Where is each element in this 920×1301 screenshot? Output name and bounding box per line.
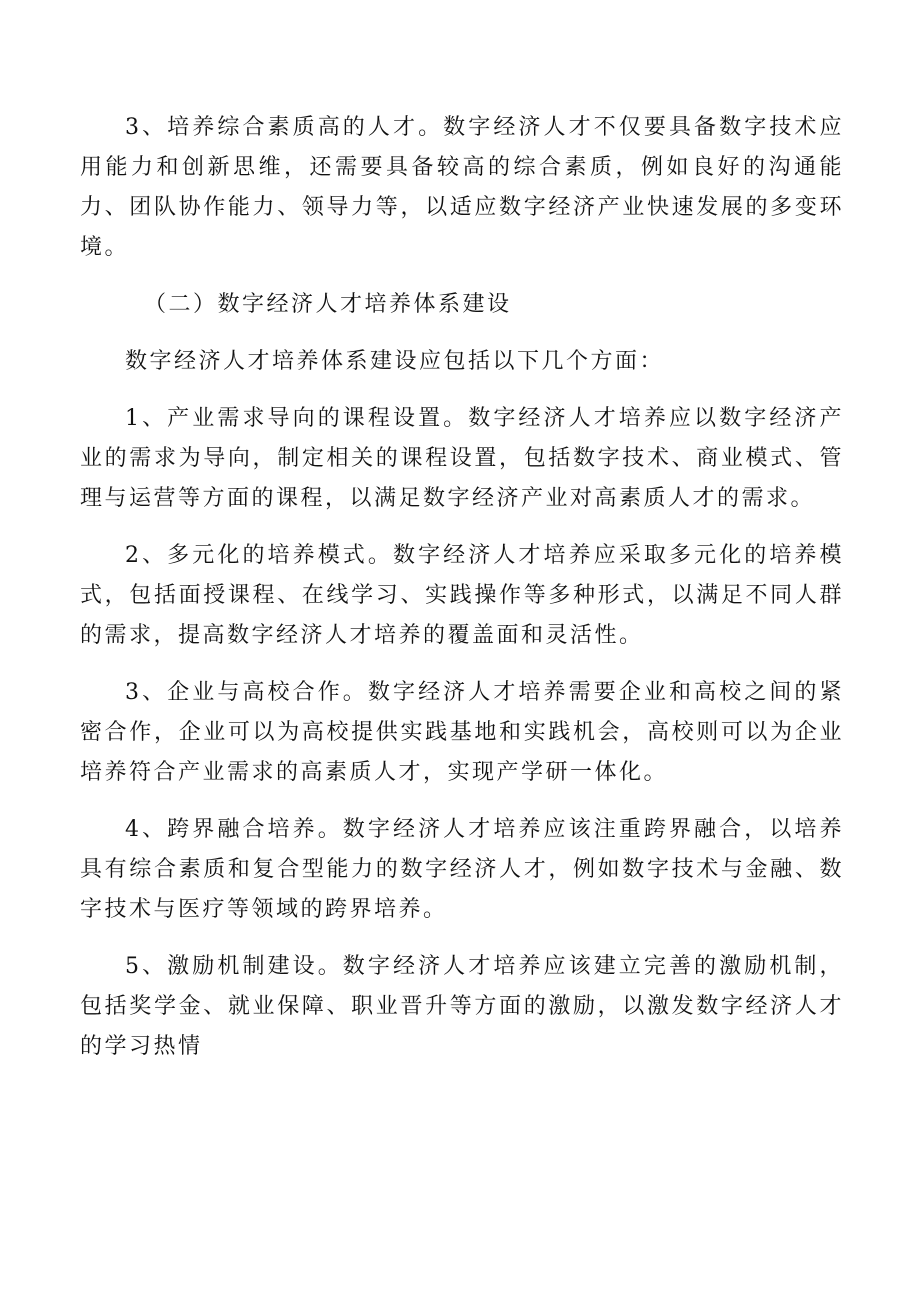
paragraph-point-4-cross-disciplinary: 4、跨界融合培养。数字经济人才培养应该注重跨界融合，以培养具有综合素质和复合型能力的数字经济人才，例如数字技术与金融、数字技术与医疗等领域的跨界培养。 <box>80 817 844 922</box>
paragraph-point-1-curriculum: 1、产业需求导向的课程设置。数字经济人才培养应以数字经济产业的需求为导向，制定相关的课程设置，包括数字技术、商业模式、管理与运营等方面的课程，以满足数字经济产业对高素质人才的需求。 <box>80 406 844 511</box>
paragraph-point-3-comprehensive-quality: 3、培养综合素质高的人才。数字经济人才不仅要具备数字技术应用能力和创新思维，还需要具备较高的综合素质，例如良好的沟通能力、团队协作能力、领导力等，以适应数字经济产业快速发展的多变环境。 <box>80 115 844 260</box>
paragraph-point-5-incentives: 5、激励机制建设。数字经济人才培养应该建立完善的激励机制，包括奖学金、就业保障、职业晋升等方面的激励，以激发数字经济人才的学习热情 <box>80 954 844 1059</box>
document-page <box>80 0 844 1067</box>
paragraph-point-3-enterprise-university: 3、企业与高校合作。数字经济人才培养需要企业和高校之间的紧密合作，企业可以为高校提供实践基地和实践机会，高校则可以为企业培养符合产业需求的高素质人才，实现产学研一体化。 <box>80 680 844 785</box>
paragraph-point-2-training-models: 2、多元化的培养模式。数字经济人才培养应采取多元化的培养模式，包括面授课程、在线学习、实践操作等多种形式，以满足不同人群的需求，提高数字经济人才培养的覆盖面和灵活性。 <box>80 543 844 648</box>
section-intro: 数字经济人才培养体系建设应包括以下几个方面： <box>125 349 665 374</box>
section-heading: （二）数字经济人才培养体系建设 <box>144 292 512 317</box>
